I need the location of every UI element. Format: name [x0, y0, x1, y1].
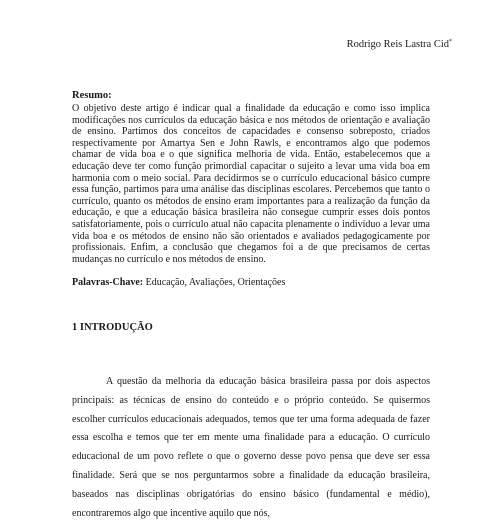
author-name: [347, 38, 452, 51]
abstract-heading: Resumo:: [72, 90, 112, 101]
author-name-text: Rodrigo Reis Lastra Cid: [346, 39, 449, 50]
keywords-label: Palavras-Chave:: [72, 277, 144, 288]
section-title: 1 INTRODUÇÃO: [72, 322, 153, 333]
keywords-value: Educação, Avaliações, Orientações: [143, 277, 286, 288]
keywords-line: [72, 277, 452, 289]
author-footnote-mark: *: [449, 39, 452, 45]
intro-paragraph: A questão da melhoria da educação básica brasileira passa por dois aspectos principais: as técnicas de ensino do conteúdo e o próprio conteúdo. Se quisermos escolher currículos educacionais adequados, temos que ter uma forma adequada de fazer essa escolha e temos que ter em mente uma finalidade para a educação. O currículo educacional de um povo reflete o que o governo desse povo pensa que deve ser essa finalidade. Será que se nos perguntarmos sobre a finalidade da educação brasileira, baseados nas disciplinas obrigatórias do ensino básico (fundamental e médio), encontraremos algo que incentive aquilo que nós,: [72, 376, 430, 519]
abstract-text: O objetivo deste artigo é indicar qual a finalidade da educação e como isso implica modificações nos currículos da educação básica e nos métodos de orientação e avaliação de ensino. Partimos dos conceitos de capacidades e consenso sobreposto, criados respectivamente por Amartya Sen e John Rawls, e encontramos algo que podemos chamar de vida boa e o que significa melhoria de vida. Então, estabelecemos que a educação deve ter como função primordial capacitar o sujeito a levar uma vida boa em harmonia com o meio social. Para decidirmos se o currículo educacional básico cumpre essa função, partimos para uma análise das disciplinas escolares. Percebemos que tanto o currículo, quanto os métodos de ensino eram importantes para a realização da função da educação, e que a educação básica brasileira não consegue cumprir esses dois pontos satisfatoriamente, pois o currículo atual não capacita plenamente o indivíduo a levar uma vida boa e os métodos de ensino não são orientados e avaliados pedagogicamente por profissionais. Enfim, a conclusão que chegamos foi a de que precisamos de certas mudanças no currículo e nos métodos de ensino.: [72, 103, 430, 265]
